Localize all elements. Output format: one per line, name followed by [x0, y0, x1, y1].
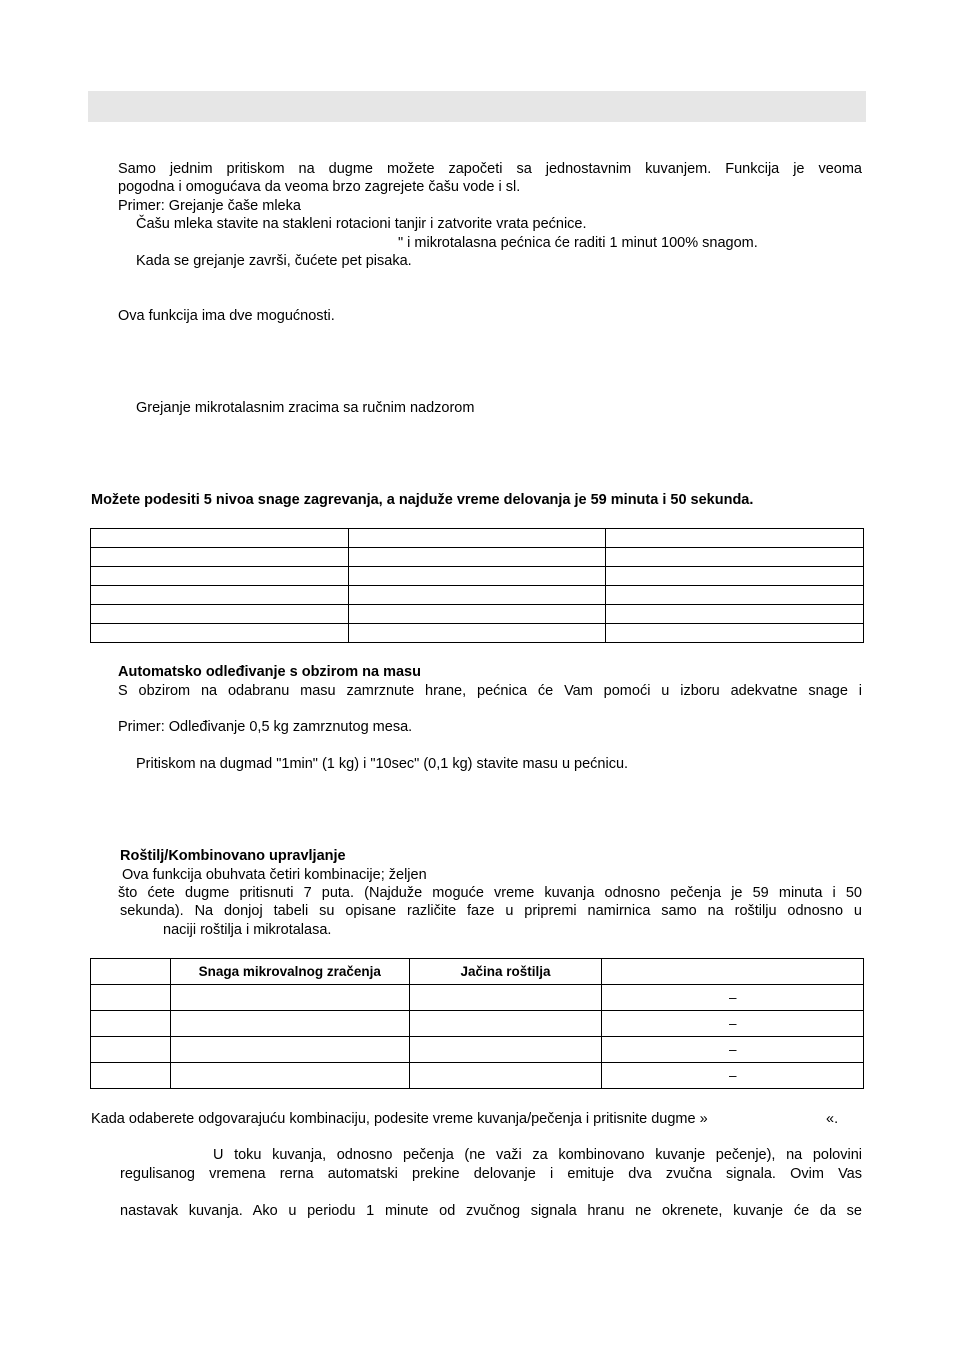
table-cell: [606, 586, 864, 605]
power-levels-table: [90, 528, 864, 643]
table-cell: [91, 1037, 171, 1063]
table-cell: [348, 605, 606, 624]
table-cell: [606, 567, 864, 586]
grill-line-4: naciji roštilja i mikrotalasa.: [163, 922, 332, 938]
manual-microwave-heading: Grejanje mikrotalasnim zracima sa ručnim nadzorom: [136, 400, 475, 416]
example-step-3: Kada se grejanje završi, čućete pet pisaka.: [136, 253, 412, 269]
grill-line-2: što ćete dugme pritisnuti 7 puta. (Najduže moguće vreme kuvanja odnosno pečenja je 59 minuta i 50: [118, 885, 862, 901]
table-cell: –: [602, 1037, 864, 1063]
table-cell: –: [602, 1063, 864, 1089]
table-cell: [91, 605, 349, 624]
function-options: Ova funkcija ima dve mogućnosti.: [118, 308, 335, 324]
turn-note-line-3: nastavak kuvanja. Ako u periodu 1 minute od zvučnog signala hranu ne okrenete, kuvanje će da se: [120, 1203, 862, 1219]
table-cell: [409, 1063, 602, 1089]
table-cell: [348, 586, 606, 605]
table-row: [91, 985, 864, 1011]
turn-note-line-2: regulisanog vremena rerna automatski prekine delovanje i emituje dva zvučna signala. Ovim Vas: [120, 1166, 862, 1182]
table-cell: [170, 1011, 409, 1037]
grill-line-3: sekunda). Na donjoj tabeli su opisane različite faze u pripremi namirnica samo na roštilju odnosno u: [120, 903, 862, 919]
turn-note-line-1: U toku kuvanja, odnosno pečenja (ne važi za kombinovano kuvanje pečenje), na polovini: [213, 1147, 862, 1163]
table-cell: [170, 1037, 409, 1063]
example-step-2: " i mikrotalasna pećnica će raditi 1 minut 100% snagom.: [398, 235, 758, 251]
table-cell: [409, 1011, 602, 1037]
table-header-cell: [91, 959, 171, 985]
defrost-step: Pritiskom na dugmad "1min" (1 kg) i "10sec" (0,1 kg) stavite masu u pećnicu.: [136, 756, 629, 772]
table-cell: –: [602, 1011, 864, 1037]
table-cell: [409, 1037, 602, 1063]
defrost-line-1: S obzirom na odabranu masu zamrznute hrane, pećnica će Vam pomoći u izboru adekvatne snage i: [118, 683, 862, 699]
table-row: [91, 1011, 864, 1037]
table-cell: [91, 548, 349, 567]
table-row: [91, 605, 864, 624]
grill-line-1: Ova funkcija obuhvata četiri kombinacije; željen: [122, 867, 427, 883]
intro-line-2: pogodna i omogućava da veoma brzo zagrejete čašu vode i sl.: [118, 179, 521, 195]
example-heading: Primer: Grejanje čaše mleka: [118, 198, 301, 214]
table-cell: [91, 985, 171, 1011]
table-row: [91, 1037, 864, 1063]
after-combination-line: Kada odaberete odgovarajuću kombinaciju, podesite vreme kuvanja/pečenja i pritisnite dugme »: [91, 1111, 708, 1127]
table-cell: [606, 548, 864, 567]
defrost-title: Automatsko odleđivanje s obzirom na masu: [118, 664, 421, 680]
table-header-cell: Snaga mikrovalnog zračenja: [170, 959, 409, 985]
table-cell: [606, 529, 864, 548]
table-cell: [170, 1063, 409, 1089]
power-levels-note: Možete podesiti 5 nivoa snage zagrevanja, a najduže vreme delovanja je 59 minuta i 50 sekunda.: [91, 492, 754, 508]
grill-title: Roštilj/Kombinovano upravljanje: [120, 848, 346, 864]
table-cell: [348, 624, 606, 643]
table-cell: [91, 586, 349, 605]
intro-line-1: Samo jednim pritiskom na dugme možete započeti sa jednostavnim kuvanjem. Funkcija je veoma: [118, 161, 862, 177]
table-cell: [91, 1063, 171, 1089]
table-cell: [606, 624, 864, 643]
table-row: [91, 548, 864, 567]
table-row: [91, 624, 864, 643]
grill-combination-table: [90, 958, 864, 1089]
table-header-cell: [602, 959, 864, 985]
table-cell: [91, 624, 349, 643]
table-cell: [170, 985, 409, 1011]
table-cell: [91, 529, 349, 548]
after-combination-line-end: «.: [826, 1111, 839, 1127]
table-header-cell: Jačina roštilja: [409, 959, 602, 985]
table-row: [91, 586, 864, 605]
table-header-row: [91, 959, 864, 985]
table-cell: [606, 605, 864, 624]
table-cell: [91, 567, 349, 586]
example-step-1: Čašu mleka stavite na stakleni rotacioni tanjir i zatvorite vrata pećnice.: [136, 216, 587, 232]
table-cell: [348, 548, 606, 567]
section-header-bar: [88, 91, 866, 122]
table-cell: [91, 1011, 171, 1037]
table-cell: [409, 985, 602, 1011]
table-row: [91, 1063, 864, 1089]
table-cell: [348, 567, 606, 586]
table-cell: [348, 529, 606, 548]
defrost-example: Primer: Odleđivanje 0,5 kg zamrznutog mesa.: [118, 719, 413, 735]
table-row: [91, 529, 864, 548]
table-row: [91, 567, 864, 586]
table-cell: –: [602, 985, 864, 1011]
